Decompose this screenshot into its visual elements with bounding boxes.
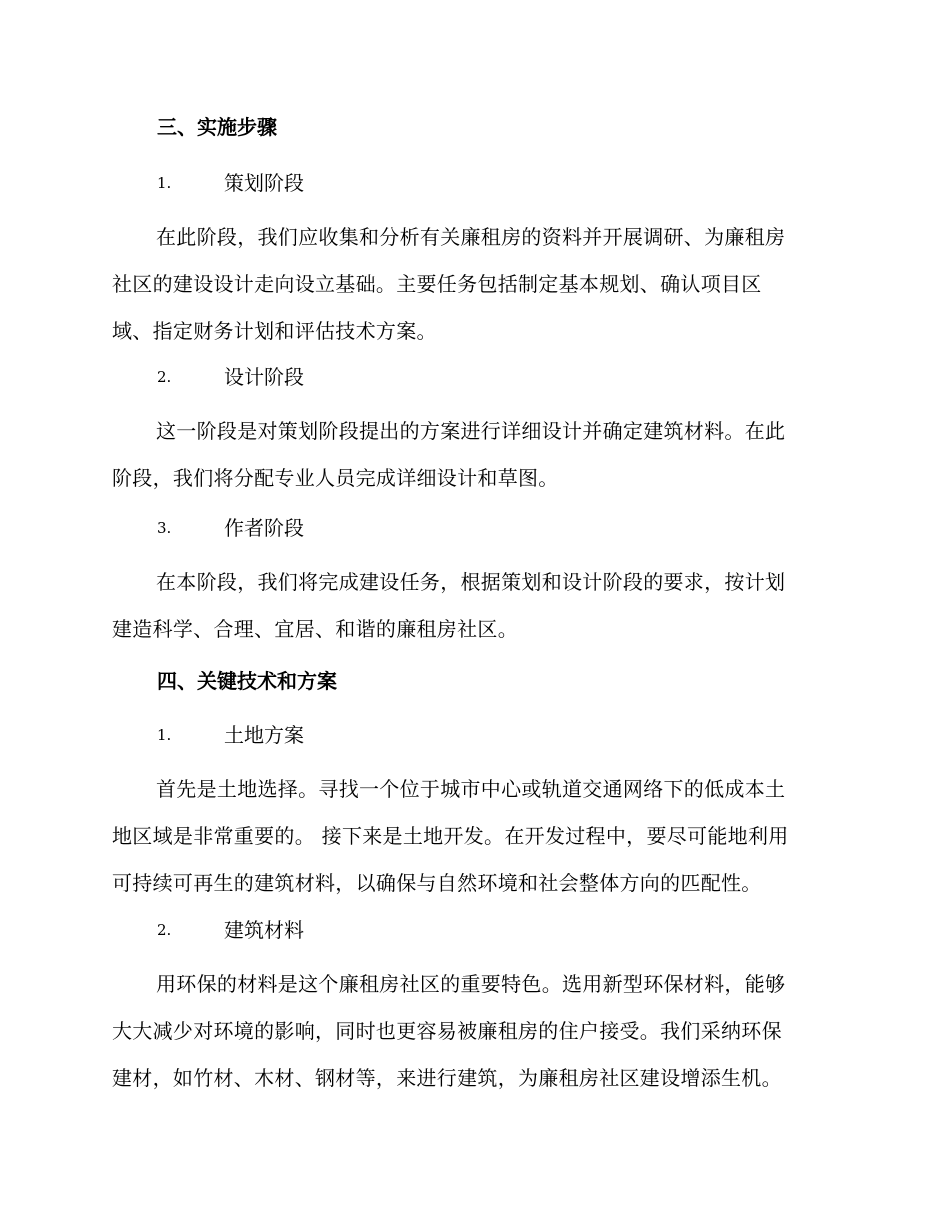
- list-number: 1.: [157, 726, 172, 744]
- list-number: 1.: [157, 174, 172, 192]
- text-line: 在此阶段，我们应收集和分析有关廉租房的资料并开展调研、为廉租房: [156, 225, 786, 249]
- list-number: 2.: [157, 921, 172, 939]
- text-line: 建材，如竹材、木材、钢材等，来进行建筑，为廉租房社区建设增添生机。: [112, 1066, 782, 1090]
- section-heading-key-technologies: 四、关键技术和方案: [157, 669, 337, 693]
- text-line: 首先是土地选择。寻找一个位于城市中心或轨道交通网络下的低成本土: [156, 777, 786, 801]
- subheading-planning-stage: 策划阶段: [224, 171, 304, 195]
- text-line: 这一阶段是对策划阶段提出的方案进行详细设计并确定建筑材料。在此: [156, 419, 786, 443]
- text-line: 阶段，我们将分配专业人员完成详细设计和草图。: [112, 466, 559, 490]
- paragraph-construction-stage: [112, 559, 836, 653]
- list-number: 2.: [157, 368, 172, 386]
- subheading-design-stage: 设计阶段: [224, 365, 304, 389]
- text-line: 地区域是非常重要的。 接下来是土地开发。在开发过程中，要尽可能地利用: [112, 824, 789, 848]
- text-line: 大大减少对环境的影响，同时也更容易被廉租房的住户接受。我们采纳环保: [112, 1019, 782, 1043]
- section-heading-implementation-steps: 三、实施步骤: [157, 115, 277, 139]
- text-line: 建造科学、合理、宜居、和谐的廉租房社区。: [112, 617, 518, 641]
- subheading-building-materials: 建筑材料: [224, 918, 304, 942]
- paragraph-building-materials: [112, 961, 836, 1102]
- text-line: 社区的建设设计走向设立基础。主要任务包括制定基本规划、确认项目区: [112, 272, 762, 296]
- text-line: 可持续可再生的建筑材料，以确保与自然环境和社会整体方向的匹配性。: [112, 871, 762, 895]
- text-line: 域、指定财务计划和评估技术方案。: [112, 319, 437, 343]
- subheading-land-plan: 土地方案: [224, 723, 304, 747]
- paragraph-planning-stage: [112, 214, 836, 355]
- list-number: 3.: [157, 519, 172, 537]
- text-line: 在本阶段，我们将完成建设任务，根据策划和设计阶段的要求，按计划: [156, 570, 786, 594]
- text-line: 用环保的材料是这个廉租房社区的重要特色。选用新型环保材料，能够: [156, 972, 786, 996]
- subheading-construction-stage: 作者阶段: [224, 516, 304, 540]
- paragraph-land-plan: [112, 766, 836, 907]
- paragraph-design-stage: [112, 408, 836, 502]
